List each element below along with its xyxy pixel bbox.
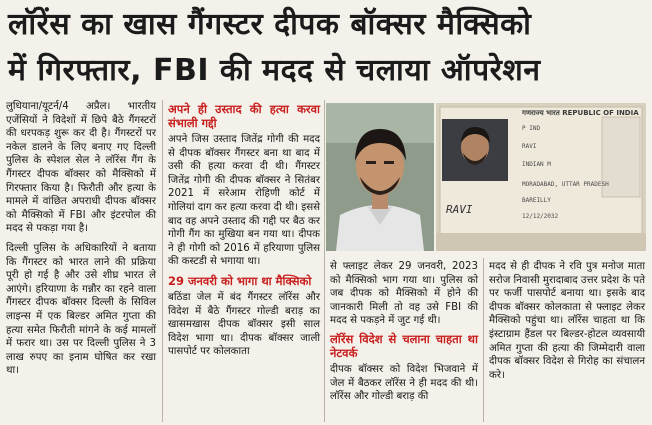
headline [8,2,648,94]
suspect-photo [326,103,434,251]
passport-field: MORADABAD, UTTAR PRADESH [522,181,609,188]
article-paragraph: से फ्लाइट लेकर 29 जनवरी, 2023 को मैक्सिको भाग गया था। पुलिस को जब दीपक को मैक्सिको में होने की जानकारी मिली तो वह उसे FBI की मदद से पकड़ने में जुट गई थी। [330,261,478,327]
article-column-4 [489,260,645,382]
headline-line-1: लॉरेंस का खास गैंगस्टर दीपक बॉक्सर मैक्सिको [8,7,532,42]
column-divider [483,258,484,422]
passport-field: 12/12/2032 [522,213,559,220]
column-divider [324,100,325,422]
passport-field: RAVI [522,143,537,150]
passport-signature: RAVI [446,203,473,216]
passport-field: P IND [522,125,541,132]
article-paragraph: बठिंडा जेल में बंद गैंगस्टर लॉरेंस और विदेश में बैठे गैंगस्टर गोल्डी बराड़ का खासमखास दीपक बॉक्सर इसी साल विदेश भागा था। दीपक बॉक्सर जाली पासपोर्ट पर कोलकाता [168,291,320,358]
passport-title: गणराज्य भारत REPUBLIC OF INDIA [522,109,639,117]
article-column-1 [6,100,156,378]
passport-field: BAREILLY [522,197,551,204]
subheading: 29 जनवरी को भागा था मैक्सिको [168,273,312,288]
headline-line-2: में गिरफ्तार, FBI की मदद से चलाया ऑपरेशन [8,53,541,88]
article-paragraph: मदद से ही दीपक ने रवि पुत्र मनोज माता सरोज निवासी मुरादाबाद उत्तर प्रदेश के पते पर फर्जी पासपोर्ट बनाया था। इसके बाद दीपक बॉक्सर कोलकाता से फ्लाइट लेकर मैक्सिको पहुंचा था। लॉरेंस चाहता था कि इंस्टाग्राम हैंडल पर बिल्डर-होटल व्यवसायी अमित गुप्ता की हत्या की जिम्मेदारी वाला दीपक बॉक्सर विदेश से गिरोह का संचालन करे। [489,261,645,381]
passport-photo [436,103,646,251]
passport-field: INDIAN M [522,161,551,168]
article-paragraph: दीपक बॉक्सर को विदेश भिजवाने में जेल में बैठकर लॉरेंस ने ही मदद की थी। लॉरेंस और गोल्डी बराड़ की [330,363,478,403]
passport-image [436,103,646,251]
column-divider [162,100,163,422]
article-paragraph: दिल्ली पुलिस के अधिकारियों ने बताया कि गैंगस्टर को भारत लाने की प्रक्रिया पूरी हो गई है और उसे शीघ्र भारत ले आएंगे। हरियाणा के गन्नौर का रहने वाला गैंगस्टर दीपक बॉक्सर दिल्ली के सिविल लाइन्स में एक बिल्डर अमित गुप्ता की हत्या समेत फिरौती मांगने के कई मामलों में फरार था। उस पर दिल्ली पुलिस ने 3 लाख रुपए का इनाम घोषित कर रखा था। [6,242,156,377]
article-paragraph: लुधियाना/यूटर्न/4 अप्रैल। भारतीय एजेंसियों ने विदेशों में छिपे बैठे गैंगस्टरों की धरपकड़ शुरू कर दी है। गैंगस्टरों पर नकेल डालने के लिए बनाए गए दिल्ली पुलिस के स्पेशल सेल ने लॉरेंस गैंग के गैंगस्टर दीपक बॉक्सर को मैक्सिको में गिरफ्तार किया है। फिरौती और हत्या के मामले में वांछित अपराधी दीपक बॉक्सर को मैक्सिको में FBI और इंटरपोल की मदद से पकड़ा गया है। [6,101,156,235]
article-column-3 [330,260,478,404]
article-paragraph: अपने जिस उस्ताद जितेंद्र गोगी की मदद से दीपक बॉक्सर गैंगस्टर बना था बाद में उसी की हत्या करवा दी थी। गैंगस्टर जितेंद्र गोगी की दीपक बॉक्सर ने सितंबर 2021 में सरेआम रोहिणी कोर्ट में गोलियां दाग कर हत्या करवा दी थी। इससे बाद वह अपने उस्ताद की गद्दी पर बैठ कर गोगी गैंग का मुखिया बन गया था। दीपक ने ही गोगी को 2016 में हरियाणा पुलिस की कस्टडी से भगाया था। [168,134,320,268]
person-image [326,103,434,251]
subheading: अपने ही उस्ताद की हत्या करवा संभाली गद्दी [168,102,320,130]
article-column-2 [168,100,320,359]
subheading: लॉरेंस विदेश से चलाना चाहता था नेटवर्क [330,331,478,360]
